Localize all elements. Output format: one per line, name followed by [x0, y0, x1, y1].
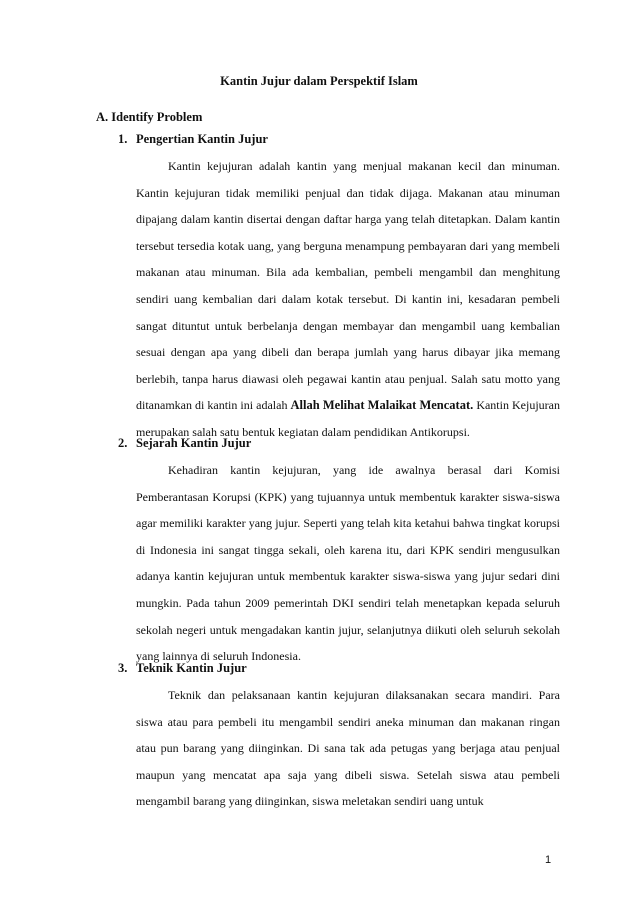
section-number: 3.: [118, 661, 128, 675]
section-sejarah: [118, 433, 560, 670]
section-heading: [118, 658, 560, 678]
section-number: 2.: [118, 436, 128, 450]
section-paragraph: [136, 153, 560, 446]
section-heading: [118, 129, 560, 149]
document-title: Kantin Jujur dalam Perspektif Islam: [220, 74, 418, 88]
section-teknik: [118, 658, 560, 815]
section-paragraph: Kehadiran kantin kejujuran, yang ide awalnya berasal dari Komisi Pemberantasan Korupsi (KPK) yang tujuannya untuk membentuk karakter siswa-siswa agar memiliki karakter yang jujur. Seperti yang telah kita ketahui bahwa tingkat korupsi di Indonesia ini sangat tingga sekali, oleh karena itu, dari KPK sendiri mengusulkan adanya kantin kejujuran untuk membentuk karakter siswa-siswa yang jujur sedari dini mungkin. Pada tahun 2009 pemerintah DKI sendiri telah menetapkan kepada seluruh sekolah negeri untuk mengadakan kantin jujur, selanjutnya diikuti oleh seluruh sekolah yang lainnya di seluruh Indonesia.: [136, 463, 560, 664]
page-number: 1: [545, 854, 552, 866]
section-heading-identify-problem: A. Identify Problem: [96, 110, 203, 124]
motto-emphasis: Allah Melihat Malaikat Mencatat.: [290, 398, 474, 413]
section-paragraph: Teknik dan pelaksanaan kantin kejujuran dilaksanakan secara mandiri. Para siswa atau para pembeli itu mengambil sendiri aneka minuman dan makanan ringan atau pun barang yang diinginkan. Di sana tak ada petugas yang berjaga atau penjual maupun yang mencatat apa saja yang dibeli siswa. Setelah siswa atau pembeli mengambil barang yang diinginkan, siswa meletakan sendiri uang untuk: [136, 688, 560, 809]
section-title: Pengertian Kantin Jujur: [136, 132, 268, 146]
section-title: Teknik Kantin Jujur: [136, 661, 247, 675]
section-number: 1.: [118, 132, 128, 146]
section-pengertian: [118, 129, 560, 446]
paragraph-text: Kantin kejujuran adalah kantin yang menjual makanan kecil dan minuman. Kantin kejujuran tidak memiliki penjual dan tidak dijaga. Makanan atau minuman dipajang dalam kantin disertai dengan daftar harga yang telah ditetapkan. Dalam kantin tersebut tersedia kotak uang, yang berguna menampung pembayaran dari yang membeli makanan atau minuman. Bila ada kembalian, pembeli mengambil dan menghitung sendiri uang kembalian dari dalam kotak tersebut. Di kantin ini, kesadaran pembeli sangat dituntut untuk berbelanja dengan membayar dan mengambil uang kembalian sesuai dengan apa yang dibeli dan berapa jumlah yang harus dibayar jika memang berlebih, tanpa harus diawasi oleh pegawai kantin atau penjual. Salah satu motto yang ditanamkan di kantin ini adalah: [136, 159, 560, 413]
paragraph-text-continued: Kantin Kejujuran merupakan salah satu bentuk kegiatan dalam pendidikan Antikorupsi.: [136, 398, 560, 439]
section-title: Sejarah Kantin Jujur: [136, 436, 252, 450]
section-heading: [118, 433, 560, 453]
